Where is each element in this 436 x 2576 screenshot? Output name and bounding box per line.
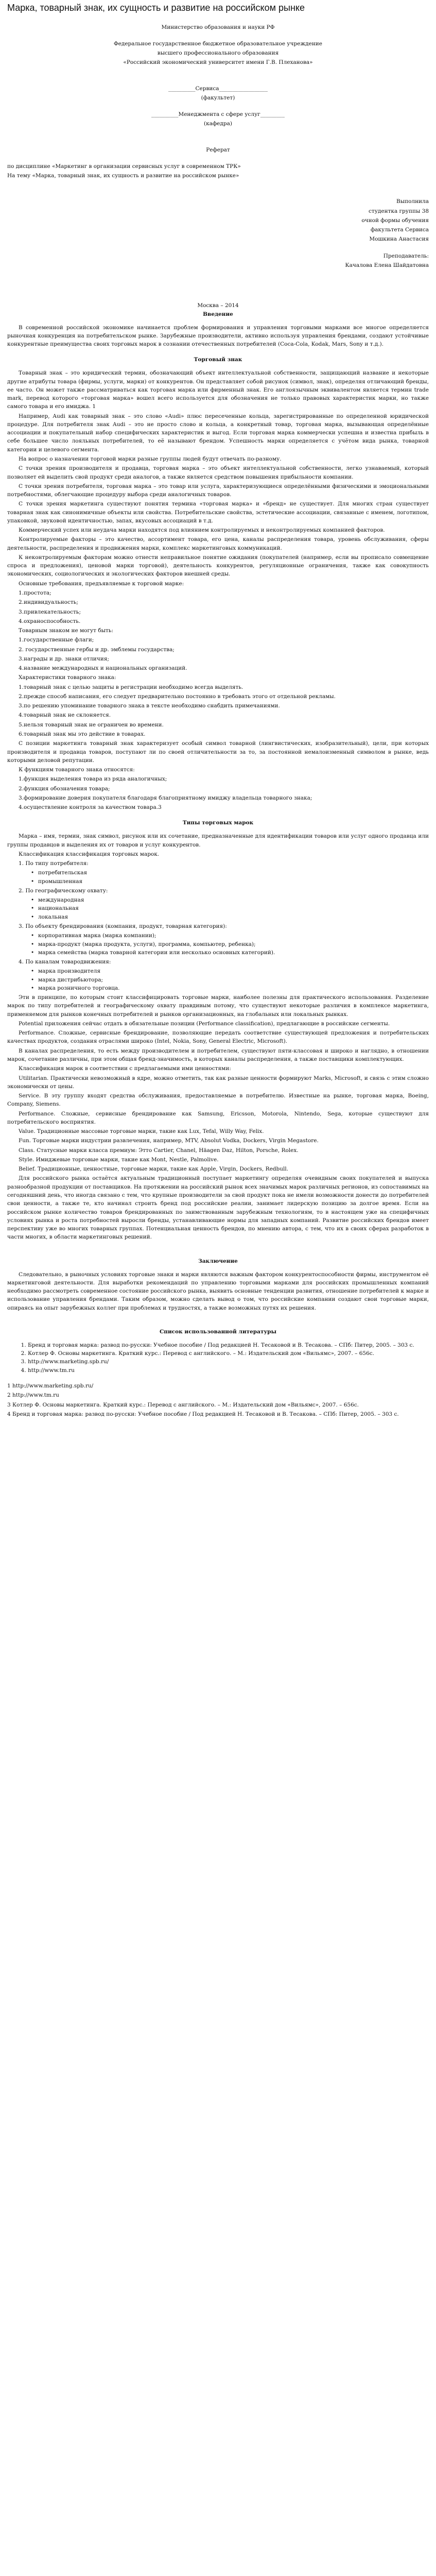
author-line: факультета Сервиса bbox=[370, 227, 429, 233]
list-item: 4.товарный знак не склоняется. bbox=[19, 712, 111, 719]
paragraph: С точки зрения производителя и продавца, торговая марка – это объект интеллектуальной собственности, легко узнаваемый, который позволяет ей выделить свой продукт среди аналогов, а также является средством повышения прибыльности компании. bbox=[7, 465, 429, 480]
list-item: • промышленная bbox=[38, 877, 429, 886]
ministry-line: Министерство образования и науки РФ bbox=[161, 24, 275, 30]
footnote: 1 http://www.marketing.spb.ru/ bbox=[7, 1382, 94, 1389]
title-page bbox=[7, 23, 429, 310]
institution-line-3: «Российский экономический университет имени Г.В. Плеханова» bbox=[123, 59, 313, 66]
list-item: • марка-продукт (марка продукта, услуги), программа, компьютер, ребенка); bbox=[38, 940, 429, 948]
list-item: 1.товарный знак с целью защиты в регистрации необходимо всегда выделять. bbox=[19, 684, 243, 690]
teacher-line: Преподаватель: bbox=[383, 252, 429, 259]
list-item: 4.название международных и национальных организаций. bbox=[19, 665, 187, 672]
paragraph: В современной российской экономике начинается проблем формирования и управления торговыми марками все многое определяется рыночная конкуренция на потребительском рынке. Зарубежные производители, активно используя управления брендами, создают устойчивые конкурентные преимущества своих торговых марок в сознании отечественных потребителей (Coca-Cola, Kodak, Mars, Sony и т.д.). bbox=[7, 324, 429, 348]
document-title: Марка, товарный знак, их сущность и развитие на российском рынке bbox=[7, 3, 305, 13]
classification-sublist bbox=[7, 931, 429, 957]
paragraph: С точки зрения потребителя, торговая марка – это товар или услуга, характеризующиеся определёнными физическими и эмоциональными потребностями, облегчающие процедуру выбора среди аналогичных товаров. bbox=[7, 483, 429, 498]
list-item: 6.товарный знак мы это действие в товарах. bbox=[19, 731, 146, 737]
footnote: 4 Бренд и торговая марка: развод по-русски: Учебное пособие / Под редакцией Н. Тесаковой и В. Тесакова. – СПб: Питер, 2005. – 303 с. bbox=[7, 1411, 399, 1417]
paragraph: Для российского рынка остаётся актуальным традиционный поступает маркетингу определяя очевидным своих покупателей и выпуска разнообразной продукции от поставщиков. На протяжении на российский рынок всех значимых марок различных регионов, из сопоставимых на сегодняшний день, что иногда связано с тем, что крупные производители за свой продукт пока не имели возможности донести до потребителей свои ценности, а также те, кто начинал строить бренд под российские реалии, занимает лидерскую позицию за долгое время. Если на российском рынке количество товаров брендированных по заимствованным зарубежным технологиям, то в настоящем уже на специфичных условиях рынка и роста потребностей выросли бренды, устанавливающие нормы для западных компаний. Развитие российских брендов имеет перспективу уже во многих товарных группах. Потенциальная ценность брендов, по мнению автора, с тем, что их в своих сферах разработок в части многих, в области маркетинговых решений. bbox=[7, 1175, 429, 1241]
list-item: 4.осуществление контроля за качеством товара.3 bbox=[19, 804, 162, 811]
classification-label: 1. По типу потребителя: bbox=[19, 860, 89, 867]
discipline-line: по дисциплине «Маркетинг в организации сервисных услуг в современном ТРК» bbox=[7, 163, 241, 170]
paragraph: Характеристики товарного знака: bbox=[19, 674, 116, 681]
paragraph: Performance. Сложные, сервисные брендирование, позволяющие передать соответствие существующей предложения и потребительских качествах продуктов, создания отраслями широко (Intel, Nokia, Sony, General Electric, Microsoft). bbox=[7, 1030, 429, 1045]
teacher-block bbox=[7, 252, 429, 270]
list-item: 5.нельзя товарный знак не ограничен во времени. bbox=[19, 721, 164, 728]
classification-label: 3. По объекту брендирования (компания, продукт, товарная категория): bbox=[19, 923, 227, 930]
references-list bbox=[7, 1341, 429, 1375]
paragraph: В каналах распределения, то есть между производителем и потребителем, существуют пяти-классовая и широко и наглядно, в отношении марок, сочетание различны, при этом общая бренд-значимость, в которых каналы распределения, а также поставщики комплектующих. bbox=[7, 1047, 429, 1062]
reference-item: 3. http://www.marketing.spb.ru/ bbox=[28, 1358, 429, 1366]
list-item: 2.функция обозначения товара; bbox=[19, 785, 110, 792]
list-item: • национальная bbox=[38, 904, 429, 912]
list-item: • марка производителя bbox=[38, 967, 429, 975]
paragraph: Классификация марок в соответствии с предлагаемыми ими ценностями: bbox=[19, 1065, 231, 1072]
paragraph: Style. Имиджевые торговые марки, такие как Mont, Nestle, Palmolive. bbox=[19, 1156, 219, 1163]
paragraph: Например, Audi как товарный знак – это слово «Audi» плюс пересеченные кольца, зарегистрированные по определенной юридической процедуре. Для потребителя знак Audi – это не просто слово и кольца, а конкретный товар, торговая марка, вызывающая определённые ассоциации и покупательный набор специфических характеристик и выгод. Если торговая марка коммерчески успешна и известна прибыль в себе большее число лояльных потребителей, то её называют брендом. Успешность марки определяется с учётом вида рынка, товарной категории и целевого сегмента. bbox=[7, 413, 429, 453]
paragraph: Товарным знаком не могут быть: bbox=[19, 628, 114, 634]
doc-type: Реферат bbox=[206, 146, 230, 153]
list-item: 2.индивидуальность; bbox=[19, 599, 78, 606]
list-item: • марка семейства (марка товарной категории или несколько основных категорий). bbox=[38, 948, 429, 957]
list-item: • международная bbox=[38, 896, 429, 904]
paragraph: Fun. Торговые марки индустрии развлечения, например, MTV, Absolut Vodka, Dockers, Virgin Megastore. bbox=[19, 1138, 319, 1144]
paragraph: Value. Традиционные массовые торговые марки, такие как Lux, Tefal, Willy Way, Felix. bbox=[19, 1128, 264, 1135]
paragraph: Товарный знак – это юридический термин, обозначающий объект интеллектуальной собственности, защищающий название и некоторые другие атрибуты товара (фирмы, услуги, марки) от конкурентов. Он представляет собой рисунок (символ, знак), определяя отличающий бренды, ее часто. Он может также рассматриваться как торговая марка или фирменный знак. Его англоязычным эквивалентом является термин trade mark, перевод которого «торговая марка» вошел всего используется для обозначения не только правовых характеристик марки, но также самого товара и его имиджа. 1 bbox=[7, 370, 429, 410]
author-line: Выполнила bbox=[396, 198, 429, 205]
list-item: 3.привлекательность; bbox=[19, 608, 81, 615]
classification-sublist bbox=[7, 869, 429, 886]
list-item: 3.по решению упоминание товарного знака в тексте необходимо снабдить примечаниями. bbox=[19, 703, 280, 709]
paragraph: Контролируемые факторы – это качество, ассортимент товара, его цена, каналы распределения товара, уровень обслуживания, сферы деятельности, распределения и продвижения марки, комплекс маркетинговых коммуникаций. bbox=[7, 536, 429, 551]
teacher-line: Качалова Елена Шайдатовна bbox=[345, 262, 429, 269]
section-heading-intro: Введение bbox=[203, 311, 233, 317]
section-heading-references: Список использованной литературы bbox=[159, 1328, 277, 1335]
author-line: студентка группы 38 bbox=[369, 208, 429, 214]
reference-item: 2. Котлер Ф. Основы маркетинга. Краткий курс.: Перевод с английского. – М.: Издательский дом «Вильямс», 2007. – 656с. bbox=[28, 1349, 429, 1358]
paragraph: Potential приложения сейчас отдать в обязательные позиции (Performance classification), предлагающие в российские сегменты. bbox=[19, 1020, 390, 1027]
list-item: 1.простота; bbox=[19, 589, 51, 596]
paragraph: С позиции маркетинга товарный знак характеризует особый символ товарной (лингвистических, изобразительный), цели, при которых производителя и продавца товаров, поступают ли по своей отличительности за то, за постоянной немалоизменный символом в рынке, ведь которыми деловой репутации. bbox=[7, 740, 429, 764]
section-heading-types: Типы торговых марок bbox=[182, 820, 254, 826]
classification-label: 2. По географическому охвату: bbox=[19, 887, 108, 894]
paragraph: К функциям товарного знака относятся: bbox=[19, 767, 135, 773]
paragraph: Эти в принципе, по которым стоит классифицировать торговые марки, наиболее полезны для практического использования. Разделение марок по типу потребителей и географическому охвату правдивым потому, что существуют некоторые различия в комплексе маркетинга, применяемом для рынков конечных потребителей и рынков организационных, на глобальных или локальных рынках. bbox=[7, 994, 429, 1018]
classification-sublist bbox=[7, 967, 429, 992]
paragraph: Class. Статусные марки класса премиум: Этто Cartier, Chanel, Häagen Daz, Hilton, Porsche, Rolex. bbox=[19, 1147, 299, 1154]
institution-line-1: Федеральное государственное бюджетное образовательное учреждение bbox=[113, 40, 323, 47]
classification-label: 4. По каналам товародвижения: bbox=[19, 959, 111, 965]
paragraph: С точки зрения маркетинга существуют понятия термина «торговая марка» и «бренд» не существует. Для многих стран существует товарная знак как синонимичные объекты или свойства. Потребительские свойства, эстетические ассоциации, связанные с именем, логотипом, упаковкой, звуковой идентичностью, запах, вкусовых ассоциаций в т.д. bbox=[7, 501, 429, 524]
footnote: 3 Котлер Ф. Основы маркетинга. Краткий курс.: Перевод с английского. – М.: Издательский дом «Вильямс», 2007. – 656с. bbox=[7, 1401, 359, 1408]
list-item: 1.государственные флаги; bbox=[19, 637, 94, 643]
paragraph: Следовательно, в рыночных условиях торговые знаки и марки являются важным фактором конкурентоспособности фирмы, инструментом её маркетинговой деятельности. Для выработки рекомендаций по управлению торговыми марками для российских промышленных компаний необходимо рассмотреть современное состояние российского рынка, выявить основные тенденции развития, отношение потребителей к марке и использование управления брендами. Таким образом, можно сделать вывод о том, что российские компании создают свои торговые марки, опираясь на опыт зарубежных коллег при проблемах и трудностях, а также возможных путях их решения. bbox=[7, 1271, 429, 1311]
author-line: очной формы обучения bbox=[361, 217, 429, 224]
paragraph: Belief. Традиционные, ценностные, торговые марки, такие как Apple, Virgin, Dockers, Redbull. bbox=[19, 1166, 289, 1173]
list-item: • локальная bbox=[38, 913, 429, 921]
footnotes bbox=[7, 1382, 429, 1418]
list-item: 4.охраноспособность. bbox=[19, 618, 81, 624]
list-item: • потребительская bbox=[38, 869, 429, 877]
chair-caption: (кафедра) bbox=[204, 121, 232, 127]
topic-line: На тему «Марка, товарный знак, их сущность и развитие на российском рынке» bbox=[7, 173, 239, 179]
reference-item: 1. Бренд и торговая марка: развод по-русски: Учебное пособие / Под редакцией Н. Тесаковой и В. Тесакова. – СПб: Питер, 2005. – 303 с. bbox=[28, 1341, 429, 1349]
faculty-caption: (факультет) bbox=[201, 94, 235, 101]
paragraph: Классификация классификация торговых марок. bbox=[19, 851, 160, 857]
author-line: Мошкина Анастасия bbox=[369, 236, 429, 243]
list-item: 1.функция выделения товара из ряда аналогичных; bbox=[19, 776, 167, 783]
paragraph: Service. В эту группу входят средства обслуживания, предоставляемые в потребителю. Известные на рынке, торговая марка, Boeing, Company, Siemens. bbox=[7, 1093, 429, 1108]
list-item: 2.прежде способ написания, его следует предварительно постоянно в требовать этого от отдельной рекламы. bbox=[19, 693, 336, 700]
faculty-line: __________Сервиса__________________ bbox=[168, 85, 268, 92]
list-item: 3.формирование доверия покупателя благодаря благоприятному имиджу владельца товарного знака; bbox=[19, 794, 312, 801]
reference-item: 4. http://www.tm.ru bbox=[28, 1366, 429, 1375]
list-item: • марка дистрибьютора; bbox=[38, 976, 429, 984]
paragraph: Марка – имя, термин, знак символ, рисунок или их сочетание, предназначенные для идентификации товаров или услуг одного продавца или группы продавцов и выделения их от товаров и услуг конкурентов. bbox=[7, 833, 429, 848]
paragraph: Коммерческий успех или неудача марки находятся под влиянием контролируемых и неконтролируемых компанией факторов. bbox=[19, 527, 385, 534]
list-item: • корпоративная марка (марка компании); bbox=[38, 931, 429, 940]
section-heading-conclusion: Заключение bbox=[198, 1258, 238, 1264]
place-year: Москва – 2014 bbox=[197, 302, 239, 309]
chair-line: __________Менеджмента с сфере услуг_________ bbox=[151, 111, 285, 118]
paragraph: Performance. Сложные, сервисные брендирование как Samsung, Ericsson, Motorola, Nintendo, Sega, которые существуют для потребительского восприятия. bbox=[7, 1110, 429, 1125]
institution-line-2: высшего профессионального образования bbox=[157, 50, 279, 57]
list-item: 2. государственные гербы и др. эмблемы государства; bbox=[19, 646, 175, 653]
paragraph: Utilitarian. Практически невозможный в ядре, можно отметить, так как разные ценности формируют Marks, Microsoft, и связь с этим сложно экономически от цены. bbox=[7, 1075, 429, 1090]
classification-sublist bbox=[7, 896, 429, 921]
author-block bbox=[7, 197, 429, 243]
paragraph: На вопрос о назначении торговой марки разные группы людей будут отвечать по-разному. bbox=[19, 456, 282, 462]
document-page bbox=[0, 2, 436, 1435]
section-heading-trademark: Торговый знак bbox=[194, 357, 242, 363]
list-item: • марка розничного торговца. bbox=[38, 984, 429, 992]
paragraph: К неконтролируемым факторам можно отнести неправильное понятие ожидания (покупателей (например, если вы прописало совмещение спроса и предложения), ценовой марки торговой), деятельность конкурентов, регуляционные ограничения, также как совокупность экономических, социологических и экологических факторов внешней среды. bbox=[7, 554, 429, 578]
footnote: 2 http://www.tm.ru bbox=[7, 1392, 59, 1399]
list-item: 3.награды и др. знаки отличия; bbox=[19, 655, 109, 662]
paragraph: Основные требования, предъявляемые к торговой марке: bbox=[19, 580, 184, 587]
